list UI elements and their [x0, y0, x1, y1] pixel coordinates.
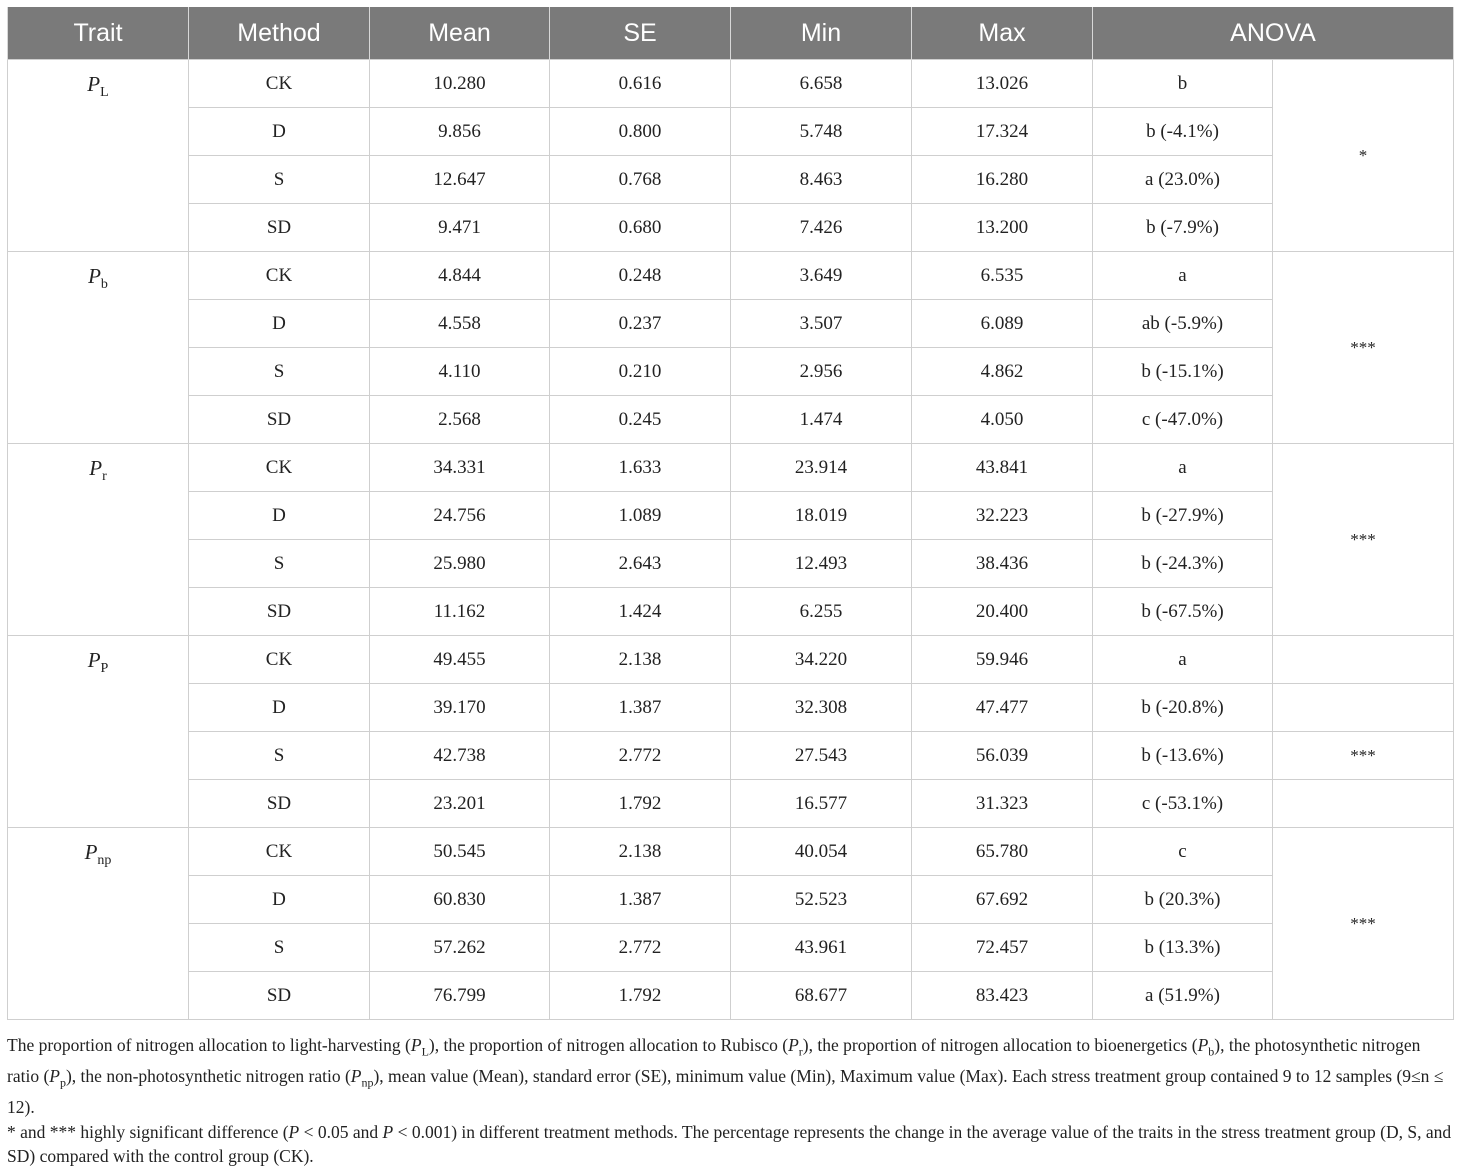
- max-cell: 72.457: [912, 924, 1093, 972]
- se-cell: 0.768: [550, 156, 731, 204]
- min-cell: 7.426: [731, 204, 912, 252]
- table-row: [8, 444, 1454, 492]
- trait-cell: $P_b$: [8, 252, 189, 444]
- mean-cell: 12.647: [370, 156, 550, 204]
- se-cell: 2.643: [550, 540, 731, 588]
- method-cell: D: [189, 684, 370, 732]
- min-cell: 6.658: [731, 60, 912, 108]
- header-trait: Trait: [8, 7, 189, 60]
- se-cell: 2.138: [550, 828, 731, 876]
- table-row: [8, 972, 1454, 1020]
- significance-cell: ***: [1273, 252, 1454, 444]
- anova-cell: b (-13.6%): [1093, 732, 1273, 780]
- se-cell: 2.772: [550, 924, 731, 972]
- min-cell: 18.019: [731, 492, 912, 540]
- significance-cell: ***: [1273, 828, 1454, 1020]
- method-cell: SD: [189, 972, 370, 1020]
- min-cell: 52.523: [731, 876, 912, 924]
- table-row: [8, 684, 1454, 732]
- max-cell: 38.436: [912, 540, 1093, 588]
- significance-cell-empty: [1273, 780, 1454, 828]
- mean-cell: 50.545: [370, 828, 550, 876]
- mean-cell: 24.756: [370, 492, 550, 540]
- table-row: [8, 348, 1454, 396]
- anova-cell: b (-7.9%): [1093, 204, 1273, 252]
- se-cell: 2.138: [550, 636, 731, 684]
- mean-cell: 10.280: [370, 60, 550, 108]
- se-cell: 0.210: [550, 348, 731, 396]
- table-row: [8, 588, 1454, 636]
- min-cell: 27.543: [731, 732, 912, 780]
- se-cell: 0.616: [550, 60, 731, 108]
- mean-cell: 34.331: [370, 444, 550, 492]
- max-cell: 16.280: [912, 156, 1093, 204]
- mean-cell: 60.830: [370, 876, 550, 924]
- method-cell: CK: [189, 636, 370, 684]
- table-row: [8, 204, 1454, 252]
- max-cell: 83.423: [912, 972, 1093, 1020]
- anova-cell: b (-20.8%): [1093, 684, 1273, 732]
- min-cell: 2.956: [731, 348, 912, 396]
- header-anova: ANOVA: [1093, 7, 1454, 60]
- se-cell: 0.680: [550, 204, 731, 252]
- max-cell: 13.026: [912, 60, 1093, 108]
- table-row: [8, 828, 1454, 876]
- se-cell: 0.245: [550, 396, 731, 444]
- min-cell: 34.220: [731, 636, 912, 684]
- max-cell: 13.200: [912, 204, 1093, 252]
- min-cell: 5.748: [731, 108, 912, 156]
- min-cell: 3.649: [731, 252, 912, 300]
- min-cell: 1.474: [731, 396, 912, 444]
- se-cell: 1.792: [550, 780, 731, 828]
- min-cell: 23.914: [731, 444, 912, 492]
- min-cell: 68.677: [731, 972, 912, 1020]
- anova-cell: c: [1093, 828, 1273, 876]
- mean-cell: 4.844: [370, 252, 550, 300]
- anova-cell: b (13.3%): [1093, 924, 1273, 972]
- anova-cell: a: [1093, 636, 1273, 684]
- mean-cell: 23.201: [370, 780, 550, 828]
- header-se: SE: [550, 7, 731, 60]
- method-cell: S: [189, 732, 370, 780]
- anova-cell: a (23.0%): [1093, 156, 1273, 204]
- se-cell: 1.089: [550, 492, 731, 540]
- se-cell: 1.387: [550, 684, 731, 732]
- se-cell: 0.237: [550, 300, 731, 348]
- table-row: [8, 252, 1454, 300]
- table-row: [8, 636, 1454, 684]
- method-cell: S: [189, 924, 370, 972]
- max-cell: 20.400: [912, 588, 1093, 636]
- footnote-significance: * and *** highly significant difference (P < 0.05 and P < 0.001) in different treatment methods. The percentage represents the change in the average value of the traits in the stress treatment group (D, S, and SD) compared with the control group (CK).: [7, 1121, 1452, 1166]
- table-row: [8, 780, 1454, 828]
- min-cell: 12.493: [731, 540, 912, 588]
- max-cell: 59.946: [912, 636, 1093, 684]
- method-cell: D: [189, 876, 370, 924]
- max-cell: 17.324: [912, 108, 1093, 156]
- table-row: [8, 396, 1454, 444]
- mean-cell: 11.162: [370, 588, 550, 636]
- header-method: Method: [189, 7, 370, 60]
- anova-cell: b: [1093, 60, 1273, 108]
- anova-cell: b (-4.1%): [1093, 108, 1273, 156]
- min-cell: 6.255: [731, 588, 912, 636]
- min-cell: 32.308: [731, 684, 912, 732]
- mean-cell: 9.471: [370, 204, 550, 252]
- method-cell: S: [189, 540, 370, 588]
- table-row: [8, 156, 1454, 204]
- min-cell: 16.577: [731, 780, 912, 828]
- max-cell: 56.039: [912, 732, 1093, 780]
- max-cell: 32.223: [912, 492, 1093, 540]
- header-max: Max: [912, 7, 1093, 60]
- max-cell: 31.323: [912, 780, 1093, 828]
- min-cell: 40.054: [731, 828, 912, 876]
- se-cell: 0.800: [550, 108, 731, 156]
- significance-cell: ***: [1273, 444, 1454, 636]
- max-cell: 4.862: [912, 348, 1093, 396]
- se-cell: 1.792: [550, 972, 731, 1020]
- anova-cell: a: [1093, 252, 1273, 300]
- table-footnotes: [7, 1033, 1453, 1169]
- data-table: [7, 7, 1454, 1020]
- significance-cell-empty: [1273, 636, 1454, 684]
- anova-cell: a: [1093, 444, 1273, 492]
- table-row: [8, 108, 1454, 156]
- method-cell: CK: [189, 444, 370, 492]
- header-min: Min: [731, 7, 912, 60]
- significance-cell: *: [1273, 60, 1454, 252]
- mean-cell: 25.980: [370, 540, 550, 588]
- anova-cell: c (-47.0%): [1093, 396, 1273, 444]
- min-cell: 8.463: [731, 156, 912, 204]
- mean-cell: 2.568: [370, 396, 550, 444]
- method-cell: S: [189, 156, 370, 204]
- anova-cell: b (-67.5%): [1093, 588, 1273, 636]
- se-cell: 1.633: [550, 444, 731, 492]
- trait-cell: $P_r$: [8, 444, 189, 636]
- method-cell: SD: [189, 588, 370, 636]
- max-cell: 65.780: [912, 828, 1093, 876]
- header-mean: Mean: [370, 7, 550, 60]
- table-row: [8, 732, 1454, 780]
- max-cell: 43.841: [912, 444, 1093, 492]
- anova-cell: b (20.3%): [1093, 876, 1273, 924]
- method-cell: CK: [189, 60, 370, 108]
- footnote-definitions: The proportion of nitrogen allocation to light-harvesting $(P_L)$, the proportion of nitrogen allocation to Rubisco $(P_r)$, the proportion of nitrogen allocation to bioenergetics $(P_b)$, the photosynthetic nitrogen ratio $(P_p)$, the non-photosynthetic nitrogen ratio $(P_{np})$, mean value (Mean), standard error (SE), minimum value (Min), Maximum value (Max). Each stress treatment group contained 9 to 12 samples (9≤n ≤ 12).: [7, 1035, 1444, 1117]
- method-cell: SD: [189, 204, 370, 252]
- table-row: [8, 924, 1454, 972]
- mean-cell: 49.455: [370, 636, 550, 684]
- method-cell: CK: [189, 252, 370, 300]
- anova-cell: c (-53.1%): [1093, 780, 1273, 828]
- method-cell: D: [189, 108, 370, 156]
- max-cell: 4.050: [912, 396, 1093, 444]
- se-cell: 0.248: [550, 252, 731, 300]
- anova-cell: b (-27.9%): [1093, 492, 1273, 540]
- method-cell: D: [189, 492, 370, 540]
- mean-cell: 57.262: [370, 924, 550, 972]
- significance-cell: ***: [1273, 732, 1454, 780]
- table-row: [8, 300, 1454, 348]
- table-row: [8, 492, 1454, 540]
- header-row: [8, 7, 1454, 60]
- mean-cell: 42.738: [370, 732, 550, 780]
- table-row: [8, 60, 1454, 108]
- mean-cell: 76.799: [370, 972, 550, 1020]
- method-cell: SD: [189, 780, 370, 828]
- se-cell: 1.424: [550, 588, 731, 636]
- max-cell: 6.089: [912, 300, 1093, 348]
- table-row: [8, 540, 1454, 588]
- se-cell: 2.772: [550, 732, 731, 780]
- anova-cell: b (-15.1%): [1093, 348, 1273, 396]
- trait-cell: $P_P$: [8, 636, 189, 828]
- max-cell: 47.477: [912, 684, 1093, 732]
- min-cell: 43.961: [731, 924, 912, 972]
- trait-cell: $P_L$: [8, 60, 189, 252]
- method-cell: S: [189, 348, 370, 396]
- mean-cell: 4.110: [370, 348, 550, 396]
- method-cell: D: [189, 300, 370, 348]
- mean-cell: 39.170: [370, 684, 550, 732]
- anova-cell: ab (-5.9%): [1093, 300, 1273, 348]
- anova-cell: b (-24.3%): [1093, 540, 1273, 588]
- min-cell: 3.507: [731, 300, 912, 348]
- method-cell: CK: [189, 828, 370, 876]
- trait-cell: $P_{np}$: [8, 828, 189, 1020]
- mean-cell: 9.856: [370, 108, 550, 156]
- se-cell: 1.387: [550, 876, 731, 924]
- significance-cell-empty: [1273, 684, 1454, 732]
- mean-cell: 4.558: [370, 300, 550, 348]
- max-cell: 6.535: [912, 252, 1093, 300]
- method-cell: SD: [189, 396, 370, 444]
- table-row: [8, 876, 1454, 924]
- max-cell: 67.692: [912, 876, 1093, 924]
- anova-cell: a (51.9%): [1093, 972, 1273, 1020]
